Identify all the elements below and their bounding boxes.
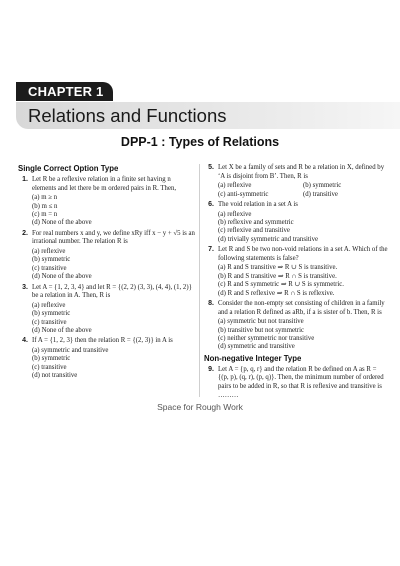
chapter-title: Relations and Functions	[28, 105, 227, 126]
question-number: 9.	[208, 365, 214, 373]
option: (c) m = n	[32, 211, 58, 218]
option: (a) m ≥ n	[32, 194, 58, 202]
option: (d) None of the above	[32, 219, 92, 227]
section-heading-single-correct: Single Correct Option Type	[18, 164, 119, 173]
option: (b) reflexive and symmetric	[218, 219, 294, 226]
question-number: 7.	[208, 246, 214, 254]
option: (a) reflexive	[218, 182, 252, 190]
question-number: 1.	[22, 176, 28, 183]
right-column	[204, 164, 388, 403]
question-text: Let R be a reflexive relation in a finite set having n elements and let there be m ordered pairs in R. Then,	[32, 176, 177, 192]
question-text: The void relation in a set A is	[218, 201, 298, 208]
option: (b) symmetric	[303, 182, 342, 190]
dpp-title: DPP-1 : Types of Relations	[120, 135, 280, 149]
question-text: Let A = {p, q, r} and the relation R be defined on A as R = {(p, p), (q, r), (p, q)}. Then, the minimum number of ordered pairs to be added in R, so that R is reflexive and transitive is ………	[218, 365, 384, 399]
option: (a) symmetric and transitive	[32, 347, 109, 355]
option: (d) None of the above	[32, 327, 92, 335]
option: (d) symmetric and transitive	[218, 343, 295, 351]
option: (a) reflexive	[32, 301, 66, 309]
option: (b) transitive but not symmetric	[218, 326, 305, 334]
option: (b) m ≤ n	[32, 202, 58, 210]
question-text: Consider the non-empty set consisting of children in a family and a relation R defined as aRb, if a is sister of b. Then, R is	[218, 300, 385, 316]
question-text: For real numbers x and y, we define xRy iff x − y + √5 is an irrational number. The relation R is	[32, 229, 195, 246]
question-3	[18, 284, 196, 336]
option: (c) reflexive and transitive	[218, 227, 290, 235]
option: (d) transitive	[303, 190, 338, 198]
option: (b) symmetric	[32, 355, 71, 363]
option: (c) R and S symmetric ⇒ R ∪ S is symmetric.	[218, 281, 344, 289]
rough-work-label: Space for Rough Work	[157, 402, 243, 412]
question-2	[18, 230, 196, 282]
question-number: 6.	[208, 201, 214, 208]
option: (c) transitive	[32, 318, 67, 326]
column-divider	[199, 164, 200, 397]
option: (a) R and S transitive ⇒ R ∪ S is transitive.	[218, 264, 338, 272]
option: (c) anti-symmetric	[218, 190, 269, 198]
option: (d) None of the above	[32, 273, 92, 281]
question-number: 2.	[22, 229, 28, 237]
question-5	[204, 164, 388, 199]
section-heading-integer-type: Non-negative Integer Type	[204, 353, 302, 363]
left-column	[18, 164, 196, 383]
question-text: Let R and S be two non-void relations in a set A. Which of the following statements is false?	[218, 246, 388, 262]
question-number: 8.	[208, 300, 214, 308]
option: (a) reflexive	[218, 210, 252, 218]
question-text: Let X be a family of sets and R be a relation in X, defined by ‘A is disjoint from B’. Then, R is	[218, 164, 385, 180]
question-8	[204, 300, 388, 352]
option: (d) trivially symmetric and transitive	[218, 235, 319, 243]
question-7	[204, 246, 388, 298]
option: (b) R and S transitive ⇒ R ∩ S is transitive.	[218, 272, 337, 280]
question-text: Let A = {1, 2, 3, 4} and let R = {(2, 2) (3, 3), (4, 4), (1, 2)} be a relation in A. Then, R is	[32, 283, 192, 300]
option: (d) R and S reflexive ⇒ R ∩ S is reflexive.	[218, 289, 335, 297]
question-number: 5.	[208, 164, 214, 171]
chapter-badge: CHAPTER 1	[16, 82, 113, 101]
option: (d) not transitive	[32, 372, 78, 380]
question-6	[204, 201, 388, 244]
question-text: If A = {1, 2, 3} then the relation R = {(2, 3)} in A is	[32, 337, 173, 345]
option: (b) symmetric	[32, 310, 71, 318]
question-1	[18, 176, 196, 228]
option: (c) transitive	[32, 264, 67, 272]
question-9	[204, 366, 388, 401]
question-number: 4.	[22, 337, 28, 345]
option: (c) neither symmetric nor transitive	[218, 335, 315, 343]
option: (b) symmetric	[32, 256, 71, 264]
option: (c) transitive	[32, 363, 67, 371]
option: (a) symmetric but not transitive	[218, 318, 304, 326]
option: (a) reflexive	[32, 248, 66, 255]
question-4	[18, 337, 196, 380]
question-number: 3.	[22, 283, 28, 291]
